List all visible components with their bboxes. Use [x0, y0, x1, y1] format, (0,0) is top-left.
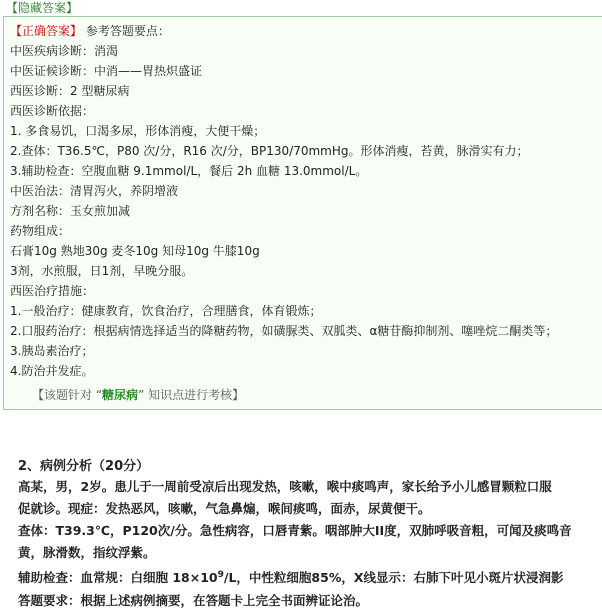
question-title: 2、病例分析（20分）	[18, 459, 150, 474]
answer-line: 3.辅助检查：空腹血糖 9.1mmol/L，餐后 2h 血糖 13.0mmol/L。	[10, 164, 368, 178]
answer-line: 3剂，水煎服，日1剂，早晚分服。	[10, 264, 194, 278]
answer-line: 2.查体：T36.5℃，P80 次/分，R16 次/分，BP130/70mmHg。形体消瘦，苔黄，脉滑实有力；	[10, 144, 529, 158]
hidden-answer-tab[interactable]: 【隐藏答案】	[6, 1, 79, 15]
answer-line: 西医诊断依据：	[10, 104, 95, 118]
answer-panel	[3, 16, 602, 410]
correct-answer-label: 正确答案	[22, 24, 71, 38]
question-line: 答题要求：根据上述病例摘要，在答题卡上完全书面辨证论治。	[18, 593, 369, 608]
question-line: 促就诊。现症：发热恶风，咳嗽，气急鼻煽，喉间痰鸣，面赤，尿黄便干。	[18, 501, 431, 516]
answer-line: 药物组成：	[10, 224, 71, 238]
question-section	[0, 411, 602, 608]
answer-line: 中医证候诊断：中消——胃热炽盛证	[10, 64, 203, 78]
answer-line: 3.胰岛素治疗；	[10, 344, 94, 358]
answer-line: 中医治法：清胃泻火，养阴增液	[10, 184, 179, 198]
answer-line: 1.一般治疗：健康教育，饮食治疗，合理膳食，体育锻炼；	[10, 304, 322, 318]
answer-header: 【正确答案】 参考答题要点：	[10, 24, 170, 38]
answer-lines	[10, 21, 602, 381]
answer-line: 西医诊断：2 型糖尿病	[10, 84, 130, 98]
answer-line: 1. 多食易饥，口渴多尿，形体消瘦，大便干燥；	[10, 124, 266, 138]
answer-header-text: 参考答题要点：	[82, 24, 170, 38]
answer-line: 中医疾病诊断：消渴	[10, 44, 119, 58]
hidden-answer-label: 隐藏答案	[18, 1, 67, 15]
knowledge-point-note: 【该题针对 “糖尿病” 知识点进行考核】	[32, 388, 245, 402]
answer-line: 石膏10g 熟地30g 麦冬10g 知母10g 牛膝10g	[10, 244, 260, 258]
answer-line: 2.口服药治疗：根据病情选择适当的降糖药物，如磺脲类、双胍类、α糖苷酶抑制剂、噻唑烷二酮类等；	[10, 324, 558, 338]
answer-line: 4.防治并发症。	[10, 364, 94, 378]
question-line: 黄，脉滑数，指纹浮紫。	[18, 545, 156, 560]
question-line: 高某，男，2岁。患儿于一周前受凉后出现发热，咳嗽，喉中痰鸣声，家长给予小儿感冒颗粒口服	[18, 479, 552, 494]
question-line: 查体：T39.3℃，P120次/分。急性病容，口唇青紫。咽部肿大II度，双肺呼吸音粗，可闻及痰鸣音	[18, 523, 572, 538]
answer-line: 方剂名称：玉女煎加减	[10, 204, 131, 218]
knowledge-point-link[interactable]: 糖尿病	[102, 388, 139, 402]
answer-line: 西医治疗措施：	[10, 284, 95, 298]
question-line-lab: 辅助检查：血常规：白细胞 $18\times 10^9/L$，中性粒细胞85%，X线显示：右肺下叶见小斑片状浸润影	[18, 569, 564, 585]
